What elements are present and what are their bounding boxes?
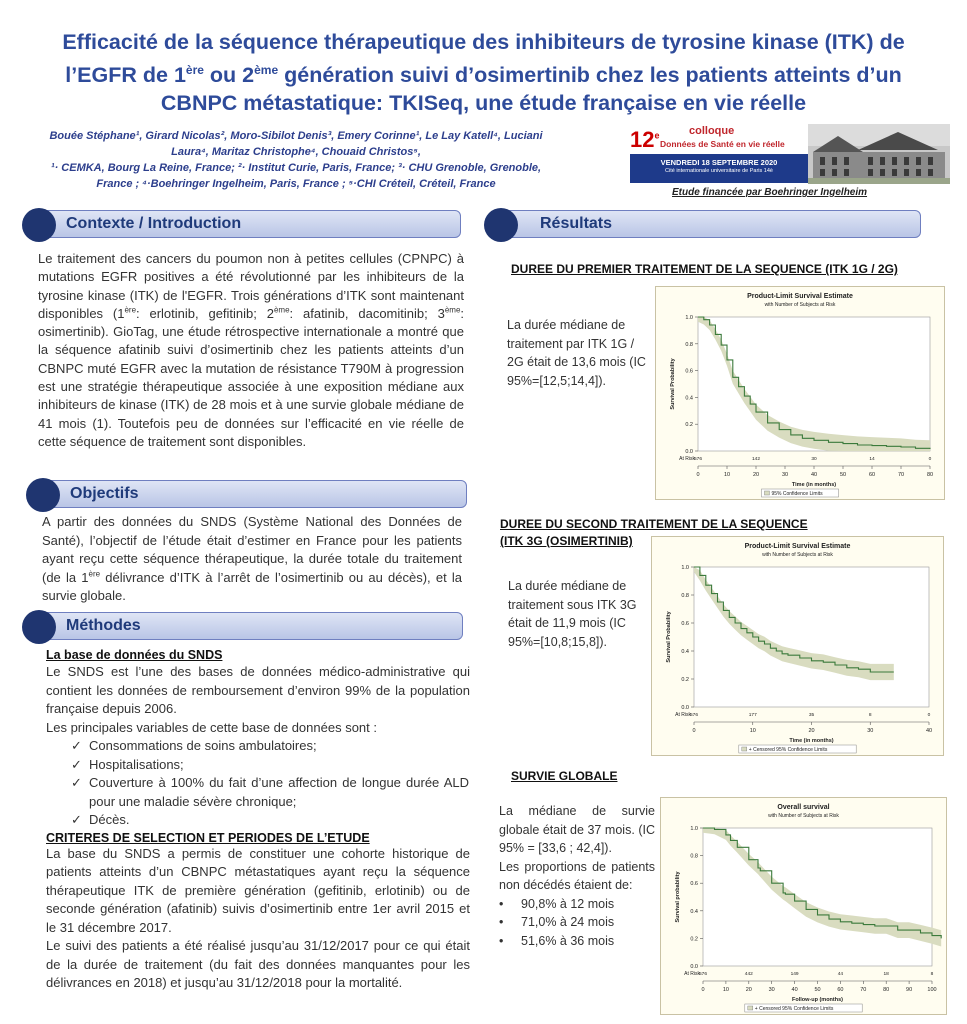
y-tick-label: 0.2: [685, 422, 693, 429]
methodes-subheading-criteres: CRITERES DE SELECTION ET PERIODES DE L’ETUDE: [46, 830, 370, 845]
legend-swatch: [748, 1006, 753, 1010]
x-tick-label: 30: [768, 987, 775, 993]
section-header-contexte: [27, 210, 461, 238]
variables-list: [71, 737, 469, 830]
chart-title: Overall survival: [777, 804, 830, 811]
y-tick-label: 0.4: [685, 395, 693, 402]
title-line-3: CBNPC métastatique: TKISeq, une étude française en vie réelle: [160, 91, 807, 116]
y-tick-label: 0.2: [690, 936, 698, 943]
x-tick-label: 40: [810, 472, 818, 478]
check-icon: ✓: [71, 775, 82, 790]
list-item: • 71,0% à 24 mois: [499, 913, 655, 932]
x-tick-label: 50: [839, 472, 847, 478]
x-tick-label: 10: [749, 728, 756, 734]
at-risk-count: 142: [751, 457, 761, 462]
list-item: • 90,8% à 12 mois: [499, 895, 655, 914]
section-title-resultats: Résultats: [540, 215, 613, 232]
km-chart-first-treatment: [655, 286, 945, 500]
bullet-dot: •: [499, 933, 504, 948]
at-risk-count: 8: [930, 972, 934, 977]
y-axis-label: Survival probability: [675, 871, 681, 923]
km-chart-second-treatment: [651, 536, 944, 756]
y-tick-label: 0.8: [685, 341, 693, 348]
conference-date-banner: [630, 154, 808, 183]
chart-title: Product-Limit Survival Estimate: [747, 293, 853, 300]
result-3-proportions: Les proportions de patients non décédés étaient de:: [499, 859, 655, 892]
conference-logo-colloque: colloque: [689, 125, 735, 137]
plot-area: [694, 567, 929, 707]
conference-logo-subtitle: Données de Santé en vie réelle: [660, 139, 785, 149]
x-tick-label: 10: [722, 987, 729, 993]
title-sup-ere: ère: [185, 63, 204, 77]
list-item: ✓ Décès.: [71, 811, 469, 830]
result-3-text: [499, 802, 655, 950]
at-risk-label: At Risk: [675, 712, 691, 718]
x-tick-label: 50: [814, 987, 821, 993]
y-tick-label: 0.8: [681, 593, 689, 599]
methodes-suivi-text: Le suivi des patients a été réalisé jusqu’au 31/12/2017 pour ce qui était de la durée de traitement (du fait des données manquantes pour les délivrances en 2018) et jusqu’au 31/12/2018 pour la mortalité.: [46, 938, 470, 990]
x-axis-label: Follow-up (months): [791, 997, 844, 1003]
result-1-text: La durée médiane de traitement par ITK 1G / 2G était de 13,6 mois (IC 95%=[12,5;14,4]).: [507, 318, 646, 388]
affiliations-line-1: ¹· CEMKA, Bourg La Reine, France; ²· Institut Curie, Paris, France; ³· CHU Grenoble, Grenoble,: [50, 162, 542, 174]
authors-line-1: Bouée Stéphane¹, Girard Nicolas², Moro-Sibilot Denis³, Emery Corinne¹, Le Lay Katell⁴, Luciani: [49, 130, 543, 142]
authors-block: [22, 128, 570, 192]
y-tick-label: 0.6: [685, 368, 693, 375]
plot-area: [698, 317, 930, 451]
section-title-methodes: Méthodes: [66, 617, 141, 634]
y-tick-label: 0.0: [681, 705, 689, 711]
legend-swatch: [764, 491, 769, 495]
y-tick-label: 1.0: [681, 565, 689, 571]
methodes-criteres-text: La base du SNDS a permis de constituer une cohorte historique de patients atteints d’un CBNPC métastatiques ayant reçu la séquence thérapeutique ITK de première génération (gefitinib, erlotinib) ou de seconde génération (afatinib) suivis d’osimertinib entre 1er avril 2015 et le 31 décembre 2017.: [46, 845, 470, 935]
list-item: • 51,6% à 36 mois: [499, 932, 655, 951]
y-tick-label: 0.4: [681, 649, 689, 655]
list-item: ✓ Hospitalisations;: [71, 756, 469, 775]
result-3-heading: SURVIE GLOBALE: [511, 769, 618, 783]
x-tick-label: 0: [701, 987, 705, 993]
section-title-objectifs: Objectifs: [70, 485, 139, 502]
methodes-subheading-snds: La base de données du SNDS: [46, 648, 223, 662]
x-tick-label: 100: [927, 987, 937, 993]
result-2-text: La durée médiane de traitement sous ITK 3G était de 11,9 mois (IC 95%=[10,8;15,8]).: [508, 579, 637, 649]
x-tick-label: 40: [925, 728, 933, 734]
x-tick-label: 10: [723, 472, 731, 478]
legend-label: 95% Confidence Limits: [771, 491, 823, 497]
chart-subtitle: with Number of Subjects at Risk: [768, 813, 839, 819]
section-header-methodes: [27, 612, 463, 640]
y-axis-label: Survival Probability: [666, 611, 672, 663]
chart-subtitle: with Number of Subjects at Risk: [762, 552, 833, 558]
x-tick-label: 70: [860, 987, 867, 993]
x-tick-label: 60: [837, 987, 844, 993]
title-line-2b: ou 2: [203, 63, 255, 88]
x-tick-label: 90: [906, 987, 913, 993]
at-risk-count: 44: [837, 972, 844, 977]
title-sup-eme: ème: [254, 63, 279, 77]
methodes-content: [46, 648, 470, 993]
bullet-dot: •: [499, 896, 504, 911]
x-tick-label: 20: [752, 472, 760, 478]
at-risk-label: At Risk: [679, 456, 695, 462]
result-1-heading: DUREE DU PREMIER TRAITEMENT DE LA SEQUENCE (ITK 1G / 2G): [511, 262, 898, 276]
y-tick-label: 0.2: [681, 677, 689, 683]
section-bullet-circle: [22, 208, 56, 242]
check-icon: ✓: [71, 756, 82, 772]
y-tick-label: 0.0: [690, 964, 698, 970]
at-risk-count: 8: [868, 713, 872, 718]
authors-line-2: Laura⁴, Maritaz Christophe⁴, Chouaid Christos⁵,: [171, 146, 421, 158]
y-tick-label: 0.0: [685, 449, 693, 455]
methodes-snds-text: Le SNDS est l’une des bases de données médico-administrative qui contient les données de remboursement d’environ 99% de la population française depuis 2006.: [46, 664, 470, 716]
check-icon: ✓: [71, 738, 82, 753]
x-tick-label: 80: [883, 987, 890, 993]
bullet-dot: •: [499, 915, 504, 929]
result-3-median: La médiane de survie globale était de 37 mois. (IC 95% = [33,6 ; 42,4]).: [499, 804, 655, 855]
x-tick-label: 40: [791, 987, 798, 993]
at-risk-count: 576: [698, 972, 708, 977]
list-item: ✓ Couverture à 100% du fait d’une affection de longue durée ALD pour une maladie sévère chronique;: [71, 775, 469, 809]
x-tick-label: 0: [696, 472, 700, 478]
title-line-2c: génération suivi d’osimertinib chez les patients atteints d’un: [278, 63, 902, 88]
objectifs-text: A partir des données du SNDS (Système National des Données de Santé), l’objectif de l’étude était d’estimer en France pour les patients ayant reçu cette séquence thérapeutique, la durée totale du traitement (de la 1ère délivrance d’ITK à l’arrêt de l’osimertinib ou au décès), et la survie globale.: [42, 514, 462, 603]
x-axis-label: Time (in months): [789, 738, 834, 744]
y-tick-label: 0.8: [690, 853, 698, 860]
legend-label: + Censored 95% Confidence Limits: [754, 1006, 834, 1012]
x-tick-label: 20: [745, 987, 752, 993]
legend-label: + Censored 95% Confidence Limits: [748, 747, 828, 753]
section-bullet-circle: [22, 610, 56, 644]
title-line-1: Efficacité de la séquence thérapeutique des inhibiteurs de tyrosine kinase (ITK) de: [62, 30, 905, 54]
y-tick-label: 0.6: [681, 621, 689, 627]
result-2-heading: DUREE DU SECOND TRAITEMENT DE LA SEQUENCE (ITK 3G (OSIMERTINIB): [500, 517, 808, 548]
x-tick-label: 80: [926, 472, 934, 478]
funding-note: Etude financée par Boehringer Ingelheim: [672, 187, 868, 198]
at-risk-count: 30: [811, 457, 817, 462]
title-line-2a: l’EGFR de 1: [65, 63, 186, 88]
section-bullet-circle: [26, 478, 60, 512]
at-risk-count: 149: [790, 972, 799, 977]
section-header-resultats: [489, 210, 921, 238]
y-tick-label: 1.0: [685, 315, 693, 321]
chart-subtitle: with Number of Subjects at Risk: [764, 302, 836, 308]
at-risk-label: At Risk: [684, 971, 700, 977]
at-risk-count: 576: [689, 713, 699, 718]
y-axis-label: Survival Probability: [670, 358, 676, 410]
at-risk-count: 576: [693, 457, 703, 462]
x-tick-label: 20: [808, 728, 815, 734]
conference-place: Cité internationale universitaire de Paris 14è: [665, 168, 773, 174]
at-risk-count: 14: [869, 457, 875, 462]
methodes-variables-intro: Les principales variables de cette base de données sont :: [46, 719, 377, 735]
contexte-text: Le traitement des cancers du poumon non à petites cellules (CPNPC) à mutations EGFR positives a été révolutionné par les inhibiteurs de la tyrosine kinase (ITK) de l'EGFR. Trois générations d’ITK sont maintenant disponibles (1ère: erlotinib, gefitinib; 2ème: afatinib, dacomitinib; 3ème: osimertinib). GioTag, une étude rétrospective internationale a montré que la séquence afatinib suivi d’osimertinib chez les patients atteints d’un CBNPC muté EGFR avec la mutation de résistance T790M à progression est une stratégie thérapeutique associée à une exposition médiane aux inhibiteurs de kinase (ITK) de 28 mois et à une survie globale médiane de 41 mois (1). Toutefois peu de données sur l’efficacité en vie réelle de cette séquence de traitement sont disponibles.: [38, 251, 465, 449]
check-icon: ✓: [71, 812, 82, 827]
list-item: ✓ Consommations de soins ambulatoires;: [71, 737, 469, 756]
chart-title: Product-Limit Survival Estimate: [744, 543, 851, 550]
x-tick-label: 0: [692, 728, 696, 734]
legend-swatch: [742, 747, 747, 751]
section-header-objectifs: [31, 480, 467, 508]
y-tick-label: 1.0: [690, 826, 698, 832]
at-risk-count: 177: [748, 713, 757, 718]
at-risk-count: 35: [808, 713, 815, 718]
conference-logo-number: 12e: [630, 127, 660, 152]
y-tick-label: 0.6: [690, 881, 698, 888]
at-risk-count: 0: [927, 713, 931, 718]
x-tick-label: 70: [897, 472, 905, 478]
x-tick-label: 30: [867, 728, 874, 734]
conference-date: VENDREDI 18 SEPTEMBRE 2020: [660, 158, 778, 167]
poster-title: [20, 28, 947, 117]
at-risk-count: 442: [744, 972, 753, 977]
at-risk-count: 18: [883, 972, 889, 977]
km-chart-overall-survival: [660, 797, 947, 1015]
section-title-contexte: Contexte / Introduction: [66, 215, 242, 232]
affiliations-line-2: France ; ⁴·Boehringer Ingelheim, Paris, France ; ⁵·CHI Créteil, Créteil, France: [96, 178, 496, 190]
section-bullet-circle: [484, 208, 518, 242]
x-tick-label: 60: [868, 472, 876, 478]
at-risk-count: 0: [928, 457, 932, 462]
survival-bullets: [499, 895, 655, 951]
y-tick-label: 0.4: [690, 908, 698, 915]
x-tick-label: 30: [781, 472, 789, 478]
building-photo: [808, 124, 950, 184]
x-axis-label: Time (in months): [791, 482, 837, 488]
